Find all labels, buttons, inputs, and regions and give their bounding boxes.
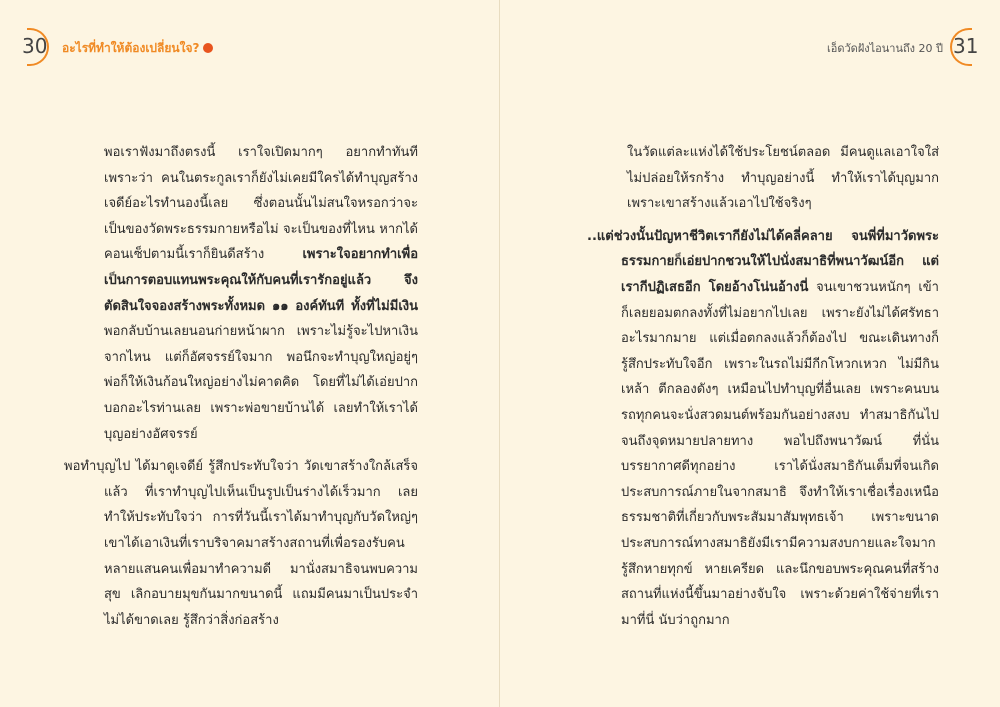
left-page-number: 30	[22, 34, 48, 58]
book-title-part1: อะไร	[62, 41, 89, 55]
left-paragraph-2: พอทำบุญไป ได้มาดูเจดีย์ รู้สึกประทับใจว่า วัดเขาสร้างใกล้เสร็จแล้ว ที่เราทำบุญไปเห็นเป็นรูปเป็นร่างได้เร็วมาก เลยทำให้ประทับใจว่า การที่วันนี้เราได้มาทำบุญกับวัดใหญ่ๆ เขาได้เอาเงินที่เราบริจาคมาสร้างสถานที่เพื่อรองรับคนหลายแสนคนเพื่อมาทำความดี มานั่งสมาธิจนพบความสุข เลิกอบายมุขกันมากขนาดนี้ แถมมีคนมาเป็นประจำไม่ได้ขาดเลย รู้สึกว่าสิ่งก่อสร้าง	[64, 459, 418, 628]
left-page-body	[64, 140, 418, 640]
book-title	[62, 40, 213, 56]
book-title-part2: ที่ทำให้ต้องเปลี่ยนใจ?	[88, 41, 200, 55]
right-page-number: 31	[953, 34, 979, 58]
right-running-head: เอ็ดวัดฝังไอนานถึง 20 ปี	[826, 42, 943, 55]
left-p1-text-a: พอเราฟังมาถึงตรงนี้ เราใจเปิดมากๆ อยากทำทันที เพราะว่า คนในตระกูลเราก็ยังไม่เคยมีใครได้ทำบุญสร้างเจดีย์อะไรทำนองนี้เลย ซึ่งตอนนั้นไม่สนใจหรอกว่าจะเป็นของวัดพระธรรมกายหรือไม่ จะเป็นของที่ไหน หากได้คอนเซ็ปตามนี้เราก็ยินดีสร้าง	[104, 145, 418, 263]
left-p1-bold-text: เพราะใจอยากทำเพื่อเป็นการตอบแทนพระคุณให้กับคนที่เรารักอยู่แล้ว จึงตัดสินใจจองสร้างพระทั้งหมด ๑๑ องค์ทันที ทั้งที่ไม่มีเงิน	[104, 247, 418, 314]
left-paragraph-1	[64, 140, 418, 447]
series-logo-icon	[203, 43, 213, 53]
left-p1-text-b: พอกลับบ้านเลยนอนก่ายหน้าผาก เพราะไม่รู้จะไปหาเงินจากไหน แต่ก็อัศจรรย์ใจมาก พอนึกจะทำบุญใหญ่อยู่ๆ พ่อก็ให้เงินก้อนใหญ่อย่างไม่คาดคิด โดยที่ไม่ได้เอ่ยปากบอกอะไรท่านเลย เพราะพ่อขายบ้านได้ เลยทำให้เราได้บุญอย่างอัศจรรย์	[104, 324, 418, 442]
right-page-body	[587, 140, 939, 640]
page-gutter	[499, 0, 500, 707]
right-p2-bold-text: ..แต่ช่วงนั้นปัญหาชีวิตเรากียังไม่ได้คลี่คลาย จนพี่ที่มาวัดพระธรรมกายก็เอ่ยปากชวนให้ไปนั่งสมาธิที่พนาวัฒน์อีก แต่เรากีปฏิเสธอีก โดยอ้างโน่นอ้างนี่	[587, 228, 939, 295]
right-p2-text: จนเขาชวนหนักๆ เข้า ก็เลยยอมตกลงทั้งที่ไม่อยากไปเลย เพราะยังไม่ได้ศรัทธาอะไรมากมาย แต่เมื่อตกลงแล้วก็ต้องไป ขณะเดินทางก็รู้สึกประทับใจอีก เพราะในรถไม่มีกีกโหวกเหวก ไม่มีกินเหล้า ตีกลองดังๆ เหมือนไปทำบุญที่อื่นเลย เพราะคนบนรถทุกคนจะนั่งสวดมนต์พร้อมกันอย่างสงบ ทำสมาธิกันไปจนถึงจุดหมายปลายทาง พอไปถึงพนาวัฒน์ ที่นั่นบรรยากาศดีทุกอย่าง เราได้นั่งสมาธิกันเต็มที่จนเกิดประสบการณ์ภายในจากสมาธิ จึงทำให้เราเชื่อเรื่องเหนือธรรมชาติที่เกี่ยวกับพระสัมมาสัมพุทธเจ้า เพราะขนาดประสบการณ์ทางสมาธิยังมีเรามีความสงบกายและใจมาก รู้สึกหายทุกข์ หายเครียด และนึกขอบพระคุณคนที่สร้างสถานที่แห่งนี้ขึ้นมาอย่างจับใจ เพราะด้วยค่าใช้จ่ายที่เรามาที่นี่ นับว่าถูกมาก	[621, 279, 939, 628]
right-paragraph-2	[587, 224, 939, 634]
right-paragraph-1: ในวัดแต่ละแห่งได้ใช้ประโยชน์ตลอด มีคนดูแลเอาใจใส่ ไม่ปล่อยให้รกร้าง ทำบุญอย่างนี้ ทำให้เราได้บุญมาก เพราะเขาสร้างแล้วเอาไปใช้จริงๆ	[627, 145, 939, 212]
